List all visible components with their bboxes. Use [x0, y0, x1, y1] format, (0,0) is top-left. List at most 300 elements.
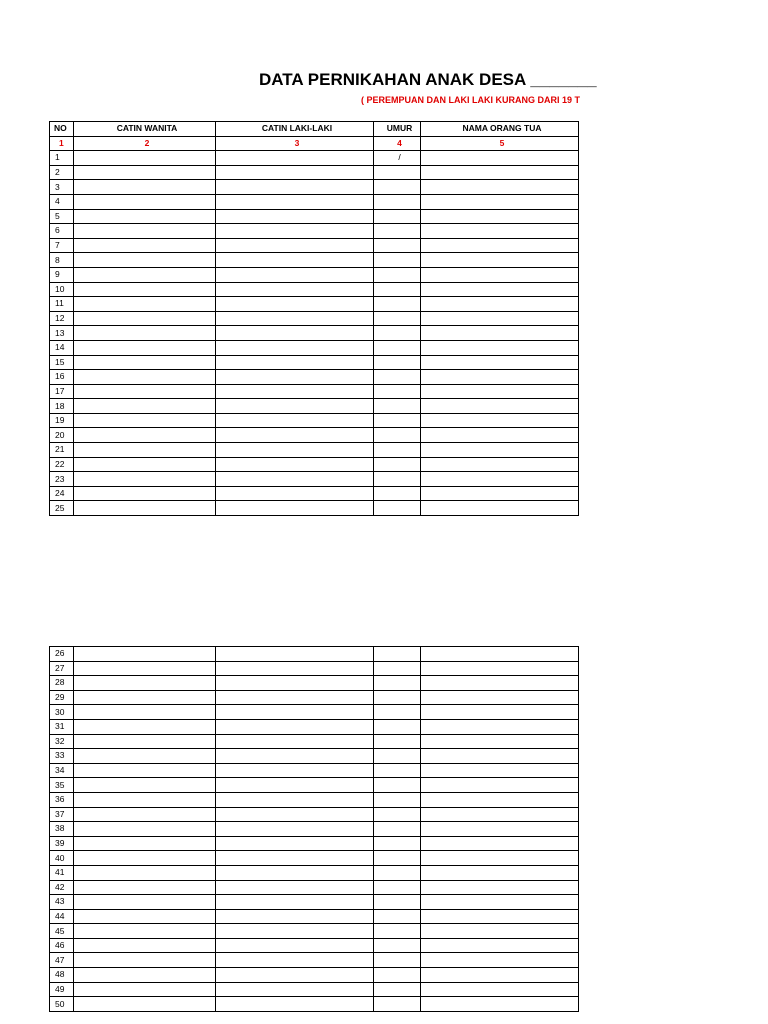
row-number: 50 — [50, 997, 74, 1012]
table-row — [50, 676, 579, 691]
nama-orang-tua-cell[interactable] — [421, 836, 579, 851]
umur-cell[interactable] — [374, 472, 421, 487]
catin-laki-laki-cell[interactable] — [216, 822, 374, 837]
umur-cell[interactable] — [374, 443, 421, 458]
table-row — [50, 486, 579, 501]
row-number: 33 — [50, 749, 74, 764]
table-row — [50, 326, 579, 341]
nama-orang-tua-cell[interactable] — [421, 997, 579, 1012]
table-row — [50, 792, 579, 807]
umur-cell[interactable] — [374, 822, 421, 837]
row-number: 28 — [50, 676, 74, 691]
catin-wanita-cell[interactable] — [74, 443, 216, 458]
umur-cell[interactable] — [374, 924, 421, 939]
table-row — [50, 340, 579, 355]
umur-cell[interactable] — [374, 880, 421, 895]
catin-laki-laki-cell[interactable] — [216, 209, 374, 224]
catin-wanita-cell[interactable] — [74, 267, 216, 282]
nama-orang-tua-cell[interactable] — [421, 486, 579, 501]
table-row — [50, 443, 579, 458]
catin-wanita-cell[interactable] — [74, 953, 216, 968]
catin-laki-laki-cell[interactable] — [216, 705, 374, 720]
catin-wanita-cell[interactable] — [74, 822, 216, 837]
umur-cell[interactable] — [374, 428, 421, 443]
row-number: 14 — [50, 340, 74, 355]
catin-wanita-cell[interactable] — [74, 370, 216, 385]
header-no: NO — [50, 122, 74, 137]
nama-orang-tua-cell[interactable] — [421, 224, 579, 239]
catin-laki-laki-cell[interactable] — [216, 384, 374, 399]
umur-cell[interactable] — [374, 194, 421, 209]
nama-orang-tua-cell[interactable] — [421, 661, 579, 676]
catin-wanita-cell[interactable] — [74, 399, 216, 414]
catin-laki-laki-cell[interactable] — [216, 180, 374, 195]
nama-orang-tua-cell[interactable] — [421, 428, 579, 443]
catin-wanita-cell[interactable] — [74, 778, 216, 793]
column-number-row — [50, 136, 579, 151]
row-number: 20 — [50, 428, 74, 443]
catin-laki-laki-cell[interactable] — [216, 647, 374, 662]
nama-orang-tua-cell[interactable] — [421, 194, 579, 209]
nama-orang-tua-cell[interactable] — [421, 311, 579, 326]
nama-orang-tua-cell[interactable] — [421, 443, 579, 458]
row-number: 24 — [50, 486, 74, 501]
catin-wanita-cell[interactable] — [74, 384, 216, 399]
catin-wanita-cell[interactable] — [74, 501, 216, 516]
catin-wanita-cell[interactable] — [74, 938, 216, 953]
table-row — [50, 238, 579, 253]
table-row — [50, 968, 579, 983]
table-row — [50, 428, 579, 443]
table-row — [50, 165, 579, 180]
nama-orang-tua-cell[interactable] — [421, 340, 579, 355]
table-row — [50, 384, 579, 399]
umur-cell[interactable] — [374, 661, 421, 676]
header-umur: UMUR — [374, 122, 421, 137]
catin-laki-laki-cell[interactable] — [216, 734, 374, 749]
catin-wanita-cell[interactable] — [74, 209, 216, 224]
catin-laki-laki-cell[interactable] — [216, 763, 374, 778]
table-row — [50, 370, 579, 385]
document-subtitle: ( PEREMPUAN DAN LAKI LAKI KURANG DARI 19 T — [361, 95, 580, 105]
row-number: 19 — [50, 413, 74, 428]
row-number: 40 — [50, 851, 74, 866]
catin-wanita-cell[interactable] — [74, 326, 216, 341]
table-row — [50, 909, 579, 924]
catin-laki-laki-cell[interactable] — [216, 924, 374, 939]
table-row — [50, 209, 579, 224]
row-number: 10 — [50, 282, 74, 297]
column-number-5: 5 — [421, 136, 579, 151]
umur-cell[interactable] — [374, 763, 421, 778]
table-row — [50, 763, 579, 778]
catin-laki-laki-cell[interactable] — [216, 355, 374, 370]
row-number: 34 — [50, 763, 74, 778]
umur-cell[interactable] — [374, 690, 421, 705]
table-row — [50, 924, 579, 939]
catin-laki-laki-cell[interactable] — [216, 865, 374, 880]
catin-wanita-cell[interactable] — [74, 355, 216, 370]
table-row — [50, 501, 579, 516]
header-nama-orang-tua: NAMA ORANG TUA — [421, 122, 579, 137]
nama-orang-tua-cell[interactable] — [421, 895, 579, 910]
umur-cell[interactable] — [374, 676, 421, 691]
catin-laki-laki-cell[interactable] — [216, 457, 374, 472]
nama-orang-tua-cell[interactable] — [421, 501, 579, 516]
catin-wanita-cell[interactable] — [74, 705, 216, 720]
catin-laki-laki-cell[interactable] — [216, 880, 374, 895]
umur-cell[interactable] — [374, 486, 421, 501]
catin-wanita-cell[interactable] — [74, 734, 216, 749]
catin-laki-laki-cell[interactable] — [216, 501, 374, 516]
row-number: 25 — [50, 501, 74, 516]
table-row — [50, 719, 579, 734]
catin-wanita-cell[interactable] — [74, 895, 216, 910]
catin-laki-laki-cell[interactable] — [216, 428, 374, 443]
table-body-part-2 — [50, 647, 579, 1012]
row-number: 3 — [50, 180, 74, 195]
umur-cell[interactable] — [374, 209, 421, 224]
nama-orang-tua-cell[interactable] — [421, 822, 579, 837]
umur-cell[interactable] — [374, 895, 421, 910]
umur-cell[interactable] — [374, 836, 421, 851]
umur-cell[interactable] — [374, 267, 421, 282]
umur-cell[interactable] — [374, 180, 421, 195]
nama-orang-tua-cell[interactable] — [421, 880, 579, 895]
row-number: 8 — [50, 253, 74, 268]
table-row — [50, 778, 579, 793]
catin-laki-laki-cell[interactable] — [216, 807, 374, 822]
catin-laki-laki-cell[interactable] — [216, 165, 374, 180]
umur-cell[interactable] — [374, 997, 421, 1012]
catin-wanita-cell[interactable] — [74, 865, 216, 880]
catin-laki-laki-cell[interactable] — [216, 267, 374, 282]
catin-laki-laki-cell[interactable] — [216, 253, 374, 268]
catin-wanita-cell[interactable] — [74, 807, 216, 822]
row-number: 4 — [50, 194, 74, 209]
catin-wanita-cell[interactable] — [74, 224, 216, 239]
table-row — [50, 734, 579, 749]
catin-laki-laki-cell[interactable] — [216, 778, 374, 793]
row-number: 17 — [50, 384, 74, 399]
umur-cell[interactable] — [374, 982, 421, 997]
table-row — [50, 953, 579, 968]
nama-orang-tua-cell[interactable] — [421, 938, 579, 953]
umur-cell[interactable] — [374, 705, 421, 720]
row-number: 39 — [50, 836, 74, 851]
catin-wanita-cell[interactable] — [74, 311, 216, 326]
document-title: DATA PERNIKAHAN ANAK DESA _______ — [259, 70, 597, 89]
umur-cell[interactable] — [374, 938, 421, 953]
catin-wanita-cell[interactable] — [74, 340, 216, 355]
catin-laki-laki-cell[interactable] — [216, 938, 374, 953]
table-row — [50, 851, 579, 866]
row-number: 29 — [50, 690, 74, 705]
nama-orang-tua-cell[interactable] — [421, 267, 579, 282]
table-row — [50, 938, 579, 953]
table-row — [50, 311, 579, 326]
umur-cell[interactable] — [374, 792, 421, 807]
nama-orang-tua-cell[interactable] — [421, 413, 579, 428]
row-number: 7 — [50, 238, 74, 253]
row-number: 49 — [50, 982, 74, 997]
table-body-part-1 — [50, 151, 579, 516]
catin-laki-laki-cell[interactable] — [216, 895, 374, 910]
table-row — [50, 822, 579, 837]
table-row — [50, 895, 579, 910]
nama-orang-tua-cell[interactable] — [421, 282, 579, 297]
nama-orang-tua-cell[interactable] — [421, 924, 579, 939]
umur-cell[interactable] — [374, 501, 421, 516]
catin-laki-laki-cell[interactable] — [216, 486, 374, 501]
catin-wanita-cell[interactable] — [74, 836, 216, 851]
row-number: 45 — [50, 924, 74, 939]
umur-cell[interactable] — [374, 734, 421, 749]
nama-orang-tua-cell[interactable] — [421, 778, 579, 793]
table-row — [50, 865, 579, 880]
row-number: 31 — [50, 719, 74, 734]
umur-cell[interactable] — [374, 326, 421, 341]
catin-laki-laki-cell[interactable] — [216, 749, 374, 764]
nama-orang-tua-cell[interactable] — [421, 457, 579, 472]
row-number: 21 — [50, 443, 74, 458]
catin-wanita-cell[interactable] — [74, 924, 216, 939]
catin-laki-laki-cell[interactable] — [216, 792, 374, 807]
nama-orang-tua-cell[interactable] — [421, 472, 579, 487]
catin-laki-laki-cell[interactable] — [216, 997, 374, 1012]
catin-laki-laki-cell[interactable] — [216, 326, 374, 341]
umur-cell[interactable] — [374, 340, 421, 355]
umur-cell[interactable] — [374, 297, 421, 312]
row-number: 9 — [50, 267, 74, 282]
nama-orang-tua-cell[interactable] — [421, 719, 579, 734]
nama-orang-tua-cell[interactable] — [421, 238, 579, 253]
catin-wanita-cell[interactable] — [74, 194, 216, 209]
nama-orang-tua-cell[interactable] — [421, 370, 579, 385]
nama-orang-tua-cell[interactable] — [421, 909, 579, 924]
nama-orang-tua-cell[interactable] — [421, 953, 579, 968]
catin-wanita-cell[interactable] — [74, 792, 216, 807]
nama-orang-tua-cell[interactable] — [421, 968, 579, 983]
column-number-3: 3 — [216, 136, 374, 151]
nama-orang-tua-cell[interactable] — [421, 792, 579, 807]
catin-wanita-cell[interactable] — [74, 763, 216, 778]
catin-wanita-cell[interactable] — [74, 472, 216, 487]
nama-orang-tua-cell[interactable] — [421, 297, 579, 312]
nama-orang-tua-cell[interactable] — [421, 180, 579, 195]
catin-laki-laki-cell[interactable] — [216, 413, 374, 428]
catin-laki-laki-cell[interactable] — [216, 953, 374, 968]
table-row — [50, 282, 579, 297]
header-catin-wanita: CATIN WANITA — [74, 122, 216, 137]
catin-laki-laki-cell[interactable] — [216, 968, 374, 983]
table-row — [50, 661, 579, 676]
catin-wanita-cell[interactable] — [74, 165, 216, 180]
catin-wanita-cell[interactable] — [74, 880, 216, 895]
row-number: 6 — [50, 224, 74, 239]
umur-cell[interactable] — [374, 224, 421, 239]
row-number: 48 — [50, 968, 74, 983]
umur-cell[interactable] — [374, 413, 421, 428]
row-number: 46 — [50, 938, 74, 953]
umur-cell[interactable] — [374, 851, 421, 866]
table-row — [50, 749, 579, 764]
catin-wanita-cell[interactable] — [74, 982, 216, 997]
row-number: 18 — [50, 399, 74, 414]
table-row — [50, 982, 579, 997]
table-row — [50, 472, 579, 487]
nama-orang-tua-cell[interactable] — [421, 982, 579, 997]
row-number: 35 — [50, 778, 74, 793]
row-number: 12 — [50, 311, 74, 326]
catin-wanita-cell[interactable] — [74, 690, 216, 705]
umur-cell[interactable] — [374, 865, 421, 880]
catin-laki-laki-cell[interactable] — [216, 472, 374, 487]
umur-cell[interactable] — [374, 807, 421, 822]
catin-laki-laki-cell[interactable] — [216, 443, 374, 458]
umur-cell[interactable] — [374, 457, 421, 472]
table-row — [50, 647, 579, 662]
catin-laki-laki-cell[interactable] — [216, 690, 374, 705]
row-number: 22 — [50, 457, 74, 472]
column-number-2: 2 — [74, 136, 216, 151]
catin-wanita-cell[interactable] — [74, 719, 216, 734]
catin-wanita-cell[interactable] — [74, 238, 216, 253]
table-row — [50, 997, 579, 1012]
row-number: 44 — [50, 909, 74, 924]
row-number: 23 — [50, 472, 74, 487]
umur-cell[interactable] — [374, 370, 421, 385]
catin-wanita-cell[interactable] — [74, 428, 216, 443]
catin-laki-laki-cell[interactable] — [216, 836, 374, 851]
nama-orang-tua-cell[interactable] — [421, 326, 579, 341]
umur-cell[interactable] — [374, 953, 421, 968]
umur-cell[interactable] — [374, 238, 421, 253]
row-number: 38 — [50, 822, 74, 837]
umur-cell[interactable] — [374, 253, 421, 268]
catin-laki-laki-cell[interactable] — [216, 224, 374, 239]
nama-orang-tua-cell[interactable] — [421, 253, 579, 268]
marriage-data-table-part-2 — [49, 646, 579, 1012]
umur-cell[interactable] — [374, 778, 421, 793]
table-row — [50, 355, 579, 370]
nama-orang-tua-cell[interactable] — [421, 209, 579, 224]
nama-orang-tua-cell[interactable] — [421, 851, 579, 866]
umur-cell[interactable] — [374, 282, 421, 297]
catin-laki-laki-cell[interactable] — [216, 311, 374, 326]
nama-orang-tua-cell[interactable] — [421, 807, 579, 822]
row-number: 5 — [50, 209, 74, 224]
row-number: 13 — [50, 326, 74, 341]
nama-orang-tua-cell[interactable] — [421, 165, 579, 180]
catin-laki-laki-cell[interactable] — [216, 851, 374, 866]
catin-wanita-cell[interactable] — [74, 413, 216, 428]
nama-orang-tua-cell[interactable] — [421, 151, 579, 166]
catin-wanita-cell[interactable] — [74, 486, 216, 501]
catin-wanita-cell[interactable] — [74, 282, 216, 297]
catin-wanita-cell[interactable] — [74, 180, 216, 195]
catin-laki-laki-cell[interactable] — [216, 370, 374, 385]
catin-laki-laki-cell[interactable] — [216, 151, 374, 166]
row-number: 42 — [50, 880, 74, 895]
nama-orang-tua-cell[interactable] — [421, 676, 579, 691]
umur-cell[interactable] — [374, 355, 421, 370]
nama-orang-tua-cell[interactable] — [421, 865, 579, 880]
umur-cell[interactable] — [374, 968, 421, 983]
catin-laki-laki-cell[interactable] — [216, 982, 374, 997]
catin-laki-laki-cell[interactable] — [216, 238, 374, 253]
catin-laki-laki-cell[interactable] — [216, 909, 374, 924]
umur-cell[interactable] — [374, 749, 421, 764]
table-row — [50, 705, 579, 720]
catin-wanita-cell[interactable] — [74, 968, 216, 983]
nama-orang-tua-cell[interactable] — [421, 734, 579, 749]
umur-cell[interactable]: / — [374, 151, 421, 166]
catin-wanita-cell[interactable] — [74, 909, 216, 924]
umur-cell[interactable] — [374, 384, 421, 399]
catin-wanita-cell[interactable] — [74, 997, 216, 1012]
catin-laki-laki-cell[interactable] — [216, 340, 374, 355]
nama-orang-tua-cell[interactable] — [421, 384, 579, 399]
catin-laki-laki-cell[interactable] — [216, 297, 374, 312]
table-row — [50, 267, 579, 282]
column-number-1: 1 — [50, 136, 74, 151]
nama-orang-tua-cell[interactable] — [421, 399, 579, 414]
nama-orang-tua-cell[interactable] — [421, 749, 579, 764]
row-number: 15 — [50, 355, 74, 370]
nama-orang-tua-cell[interactable] — [421, 647, 579, 662]
catin-laki-laki-cell[interactable] — [216, 719, 374, 734]
nama-orang-tua-cell[interactable] — [421, 690, 579, 705]
catin-wanita-cell[interactable] — [74, 851, 216, 866]
catin-laki-laki-cell[interactable] — [216, 676, 374, 691]
catin-wanita-cell[interactable] — [74, 647, 216, 662]
table-row — [50, 180, 579, 195]
umur-cell[interactable] — [374, 165, 421, 180]
table-row — [50, 836, 579, 851]
header-row — [50, 122, 579, 137]
row-number: 26 — [50, 647, 74, 662]
row-number: 32 — [50, 734, 74, 749]
catin-laki-laki-cell[interactable] — [216, 661, 374, 676]
nama-orang-tua-cell[interactable] — [421, 355, 579, 370]
column-number-4: 4 — [374, 136, 421, 151]
catin-laki-laki-cell[interactable] — [216, 194, 374, 209]
catin-wanita-cell[interactable] — [74, 676, 216, 691]
umur-cell[interactable] — [374, 647, 421, 662]
umur-cell[interactable] — [374, 399, 421, 414]
table-row — [50, 399, 579, 414]
catin-laki-laki-cell[interactable] — [216, 282, 374, 297]
catin-wanita-cell[interactable] — [74, 661, 216, 676]
table-row — [50, 690, 579, 705]
catin-wanita-cell[interactable] — [74, 749, 216, 764]
nama-orang-tua-cell[interactable] — [421, 763, 579, 778]
umur-cell[interactable] — [374, 909, 421, 924]
catin-wanita-cell[interactable] — [74, 297, 216, 312]
umur-cell[interactable] — [374, 311, 421, 326]
umur-cell[interactable] — [374, 719, 421, 734]
row-number: 1 — [50, 151, 74, 166]
row-number: 41 — [50, 865, 74, 880]
nama-orang-tua-cell[interactable] — [421, 705, 579, 720]
catin-wanita-cell[interactable] — [74, 151, 216, 166]
catin-wanita-cell[interactable] — [74, 457, 216, 472]
catin-laki-laki-cell[interactable] — [216, 399, 374, 414]
catin-wanita-cell[interactable] — [74, 253, 216, 268]
row-number: 30 — [50, 705, 74, 720]
table-row — [50, 224, 579, 239]
